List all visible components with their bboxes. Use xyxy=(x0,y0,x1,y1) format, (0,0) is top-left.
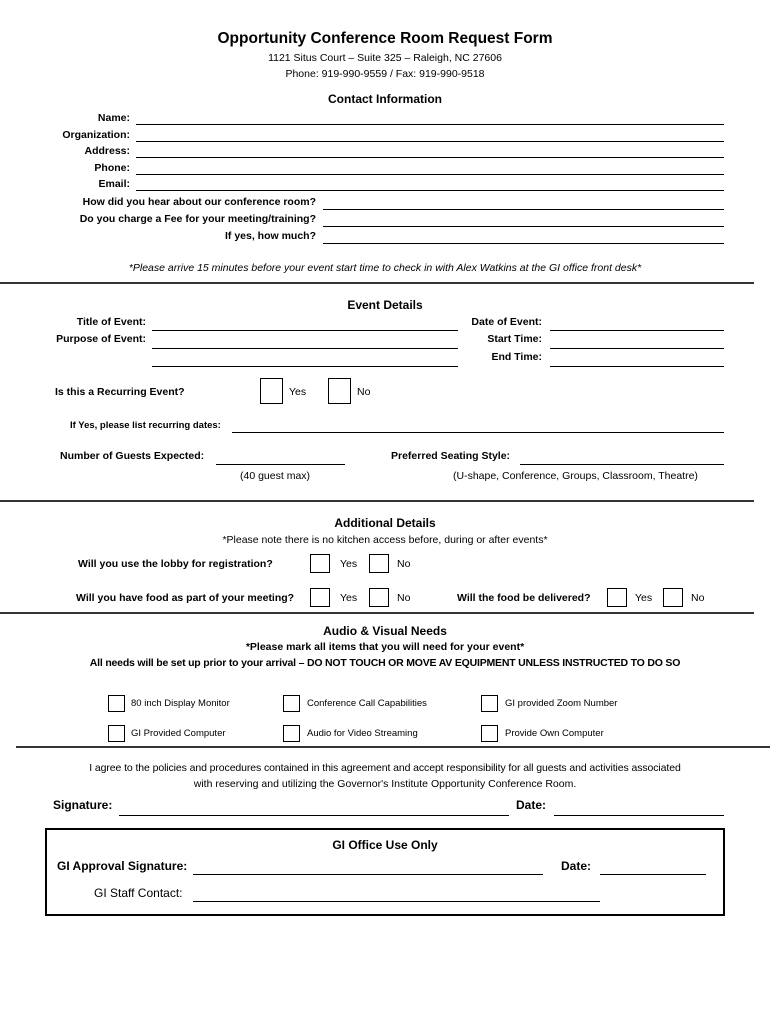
email-label: Email: xyxy=(98,178,130,190)
food-yes-checkbox[interactable] xyxy=(310,588,330,607)
signature-label: Signature: xyxy=(53,798,113,812)
organization-label: Organization: xyxy=(62,129,130,141)
av-gi-computer-checkbox[interactable] xyxy=(108,725,125,742)
guests-max-note: (40 guest max) xyxy=(240,470,311,482)
event-purpose-field-2[interactable] xyxy=(152,366,458,367)
signature-field[interactable] xyxy=(119,815,509,816)
seating-field[interactable] xyxy=(520,464,724,465)
event-date-label: Date of Event: xyxy=(471,316,542,328)
delivered-yes-label: Yes xyxy=(635,592,653,604)
food-no-label: No xyxy=(397,592,411,604)
office-phone-fax: Phone: 919-990-9559 / Fax: 919-990-9518 xyxy=(285,68,485,80)
delivered-yes-checkbox[interactable] xyxy=(607,588,627,607)
start-time-label: Start Time: xyxy=(487,333,542,345)
av-video-streaming-label: Audio for Video Streaming xyxy=(307,728,418,739)
arrival-note: *Please arrive 15 minutes before your event start time to check in with Alex Watkins at the GI office front desk* xyxy=(128,262,642,274)
seating-label: Preferred Seating Style: xyxy=(391,450,511,462)
guests-field[interactable] xyxy=(216,464,345,465)
phone-label: Phone: xyxy=(94,162,130,174)
recurring-yes-label: Yes xyxy=(289,386,307,398)
recurring-no-label: No xyxy=(357,386,371,398)
contact-heading: Contact Information xyxy=(328,92,442,106)
organization-field[interactable] xyxy=(136,141,724,142)
av-mark-note: *Please mark all items that you will need for your event* xyxy=(245,641,525,653)
office-use-heading: GI Office Use Only xyxy=(332,838,438,852)
approval-date-field[interactable] xyxy=(600,874,706,875)
fee-amount-label: If yes, how much? xyxy=(224,230,316,242)
end-time-field[interactable] xyxy=(550,366,724,367)
office-address: 1121 Situs Court – Suite 325 – Raleigh, NC 27606 xyxy=(268,52,502,64)
event-title-label: Title of Event: xyxy=(76,316,146,328)
phone-field[interactable] xyxy=(136,174,724,175)
lobby-no-label: No xyxy=(397,558,411,570)
recurring-dates-label: If Yes, please list recurring dates: xyxy=(70,420,221,431)
event-purpose-field[interactable] xyxy=(152,348,458,349)
av-own-computer-checkbox[interactable] xyxy=(481,725,498,742)
address-label: Address: xyxy=(84,145,130,157)
lobby-no-checkbox[interactable] xyxy=(369,554,389,573)
staff-contact-field[interactable] xyxy=(193,901,600,902)
av-conference-call-checkbox[interactable] xyxy=(283,695,300,712)
av-display-monitor-checkbox[interactable] xyxy=(108,695,125,712)
agreement-line-1: I agree to the policies and procedures contained in this agreement and accept responsibility for all guests and activities associated xyxy=(89,762,681,774)
charge-fee-label: Do you charge a Fee for your meeting/training? xyxy=(79,213,316,225)
form-title: Opportunity Conference Room Request Form xyxy=(217,30,553,47)
av-own-computer-label: Provide Own Computer xyxy=(505,728,604,739)
event-title-field[interactable] xyxy=(152,330,458,331)
section-divider xyxy=(16,746,770,748)
av-heading: Audio & Visual Needs xyxy=(323,624,447,638)
guests-label: Number of Guests Expected: xyxy=(60,450,205,462)
fee-amount-field[interactable] xyxy=(323,243,724,244)
av-zoom-number-checkbox[interactable] xyxy=(481,695,498,712)
start-time-field[interactable] xyxy=(550,348,724,349)
end-time-label: End Time: xyxy=(491,351,542,363)
kitchen-note: *Please note there is no kitchen access before, during or after events* xyxy=(222,534,548,546)
recurring-yes-checkbox[interactable] xyxy=(260,378,283,404)
address-field[interactable] xyxy=(136,157,724,158)
section-divider xyxy=(0,500,754,502)
signature-date-label: Date: xyxy=(516,798,547,812)
delivered-no-checkbox[interactable] xyxy=(663,588,683,607)
approval-date-label: Date: xyxy=(561,859,592,873)
event-purpose-label: Purpose of Event: xyxy=(56,333,146,345)
delivered-no-label: No xyxy=(691,592,705,604)
name-label: Name: xyxy=(97,112,130,124)
event-heading: Event Details xyxy=(347,298,423,312)
av-setup-note: All needs will be set up prior to your arrival – DO NOT TOUCH OR MOVE AV EQUIPMENT UNLESS INSTRUCTED TO DO SO xyxy=(89,657,681,669)
recurring-label: Is this a Recurring Event? xyxy=(55,386,185,398)
av-gi-computer-label: GI Provided Computer xyxy=(131,728,226,739)
food-label: Will you have food as part of your meeting? xyxy=(76,592,295,604)
hear-about-field[interactable] xyxy=(323,209,724,210)
lobby-label: Will you use the lobby for registration? xyxy=(78,558,273,570)
additional-heading: Additional Details xyxy=(334,516,436,530)
recurring-dates-field[interactable] xyxy=(232,432,724,433)
av-display-monitor-label: 80 inch Display Monitor xyxy=(131,698,230,709)
recurring-no-checkbox[interactable] xyxy=(328,378,351,404)
charge-fee-field[interactable] xyxy=(323,226,724,227)
signature-date-field[interactable] xyxy=(554,815,724,816)
av-zoom-number-label: GI provided Zoom Number xyxy=(505,698,618,709)
lobby-yes-label: Yes xyxy=(340,558,358,570)
food-no-checkbox[interactable] xyxy=(369,588,389,607)
name-field[interactable] xyxy=(136,124,724,125)
approval-signature-field[interactable] xyxy=(193,874,543,875)
agreement-line-2: with reserving and utilizing the Governor's Institute Opportunity Conference Room. xyxy=(193,778,577,790)
food-yes-label: Yes xyxy=(340,592,358,604)
section-divider xyxy=(0,612,754,614)
av-conference-call-label: Conference Call Capabilities xyxy=(307,698,427,709)
section-divider xyxy=(0,282,754,284)
approval-signature-label: GI Approval Signature: xyxy=(57,859,188,873)
staff-contact-label: GI Staff Contact: xyxy=(94,886,183,900)
seating-options-note: (U-shape, Conference, Groups, Classroom, Theatre) xyxy=(453,470,698,482)
lobby-yes-checkbox[interactable] xyxy=(310,554,330,573)
email-field[interactable] xyxy=(136,190,724,191)
av-video-streaming-checkbox[interactable] xyxy=(283,725,300,742)
food-delivered-label: Will the food be delivered? xyxy=(457,592,591,604)
hear-about-label: How did you hear about our conference room? xyxy=(82,196,316,208)
event-date-field[interactable] xyxy=(550,330,724,331)
